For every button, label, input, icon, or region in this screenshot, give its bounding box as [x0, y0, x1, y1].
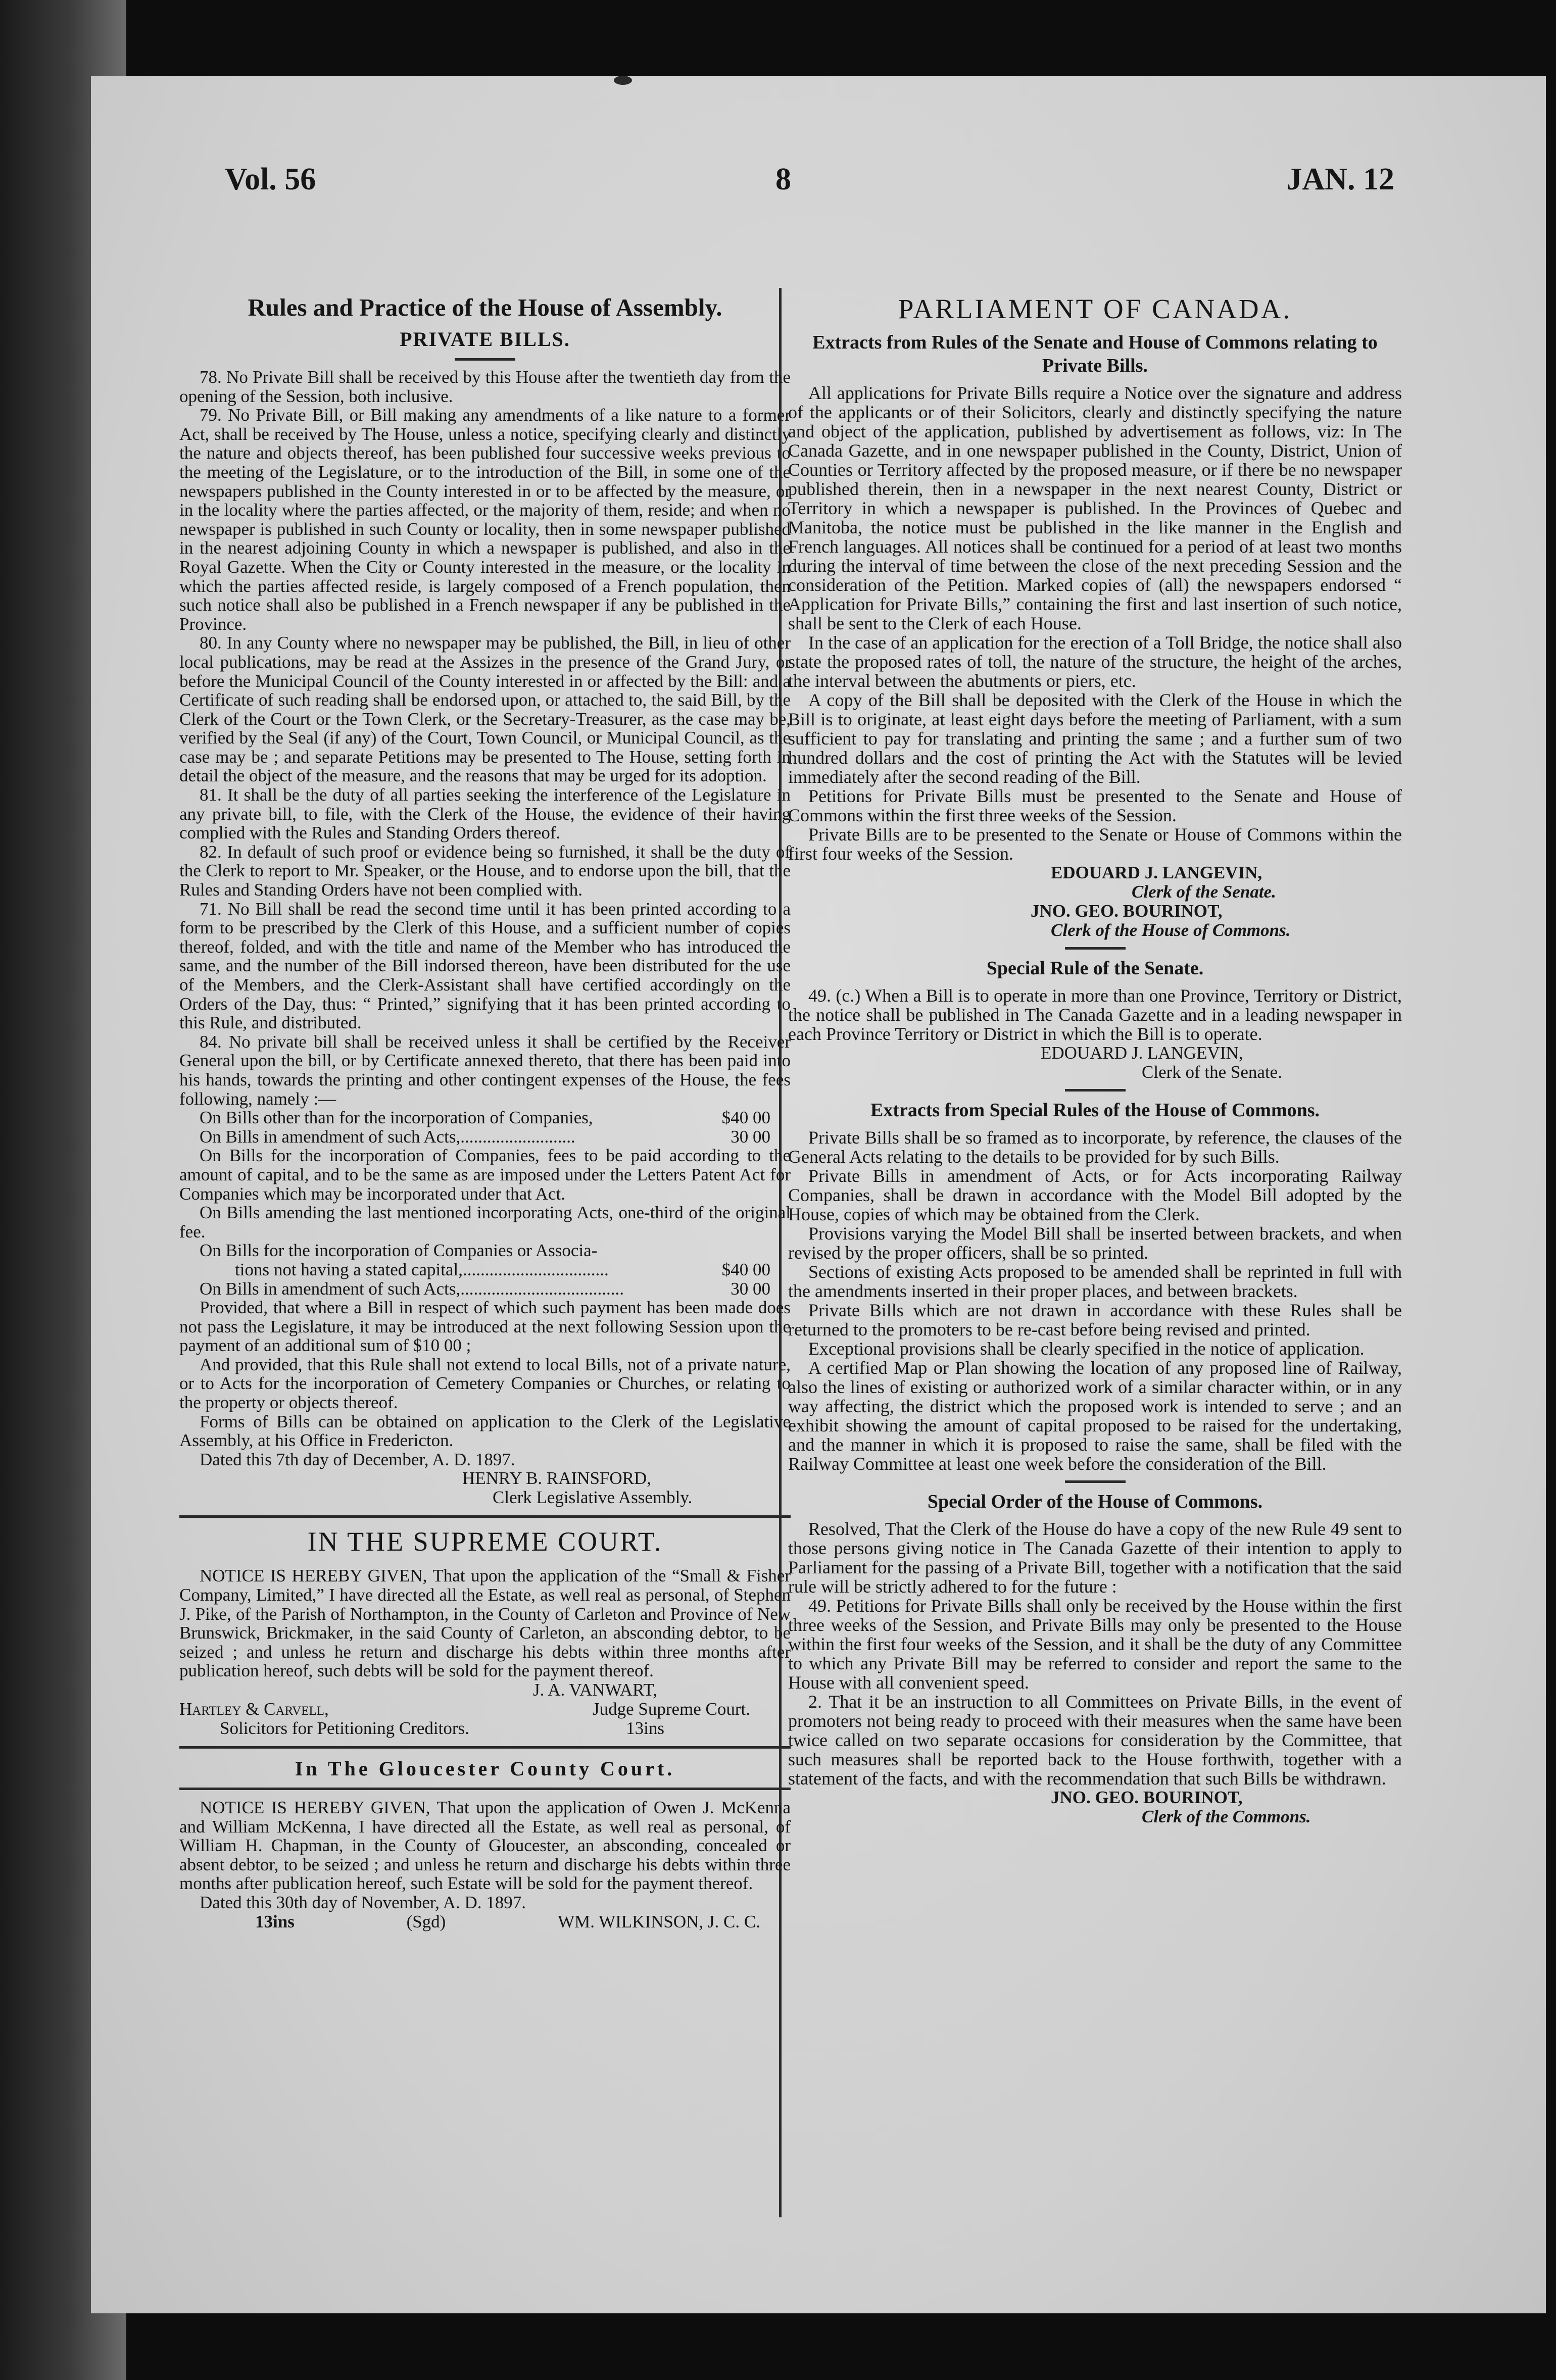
law-firm: Hartley & Carvell,: [179, 1699, 329, 1719]
dated-line: Dated this 7th day of December, A. D. 1897.: [200, 1449, 515, 1469]
commons-rule: Private Bills shall be so framed as to incorporate, by reference, the clauses of the General Acts relating to the details to be provided for by such Bills.: [788, 1127, 1402, 1167]
fee-line: [179, 1279, 791, 1299]
short-rule: [1065, 947, 1126, 950]
short-rule: [1065, 1480, 1126, 1483]
presentation-paragraph: Private Bills are to be presented to the Senate or House of Commons within the first four weeks of the Session.: [788, 824, 1402, 864]
applications-paragraph: All applications for Private Bills require a Notice over the signature and address of the applicants or of their Solicitors, clearly and distinctly specifying the nature and object of the application, published by advertisement as follows, viz: In The Canada Gazette, and in one newspaper published in the County, District, Union of Counties or Territory affected by the proposed measure, or if there be no newspaper published therein, then in a newspaper in the next nearest County, District or Territory in which a newspaper is published. In the Provinces of Quebec and Manitoba, the notice must be published in the like manner in the English and French languages. All notices shall be continued for a period of at least two months during the interval of time between the close of the next preceding Session and the consideration of the Petition. Marked copies of (all) the newspapers endorsed “ Application for Private Bills,” containing the first and last insertion of such notice, shall be sent to the Clerk of each House.: [788, 383, 1402, 633]
rule-82: 82. In default of such proof or evidence being so furnished, it shall be the duty of the Clerk to report to Mr. Speaker, or the House, and to endorse upon the bill, that the Rules and Standing Orders have not been complied with.: [179, 841, 791, 900]
commons-rule: Provisions varying the Model Bill shall be inserted between brackets, and when revised by the proper officers, shall be so printed.: [788, 1223, 1402, 1263]
rule-71: 71. No Bill shall be read the second time until it has been printed according to a form to be prescribed by the Clerk of this House, and a sufficient number of copies thereof, folded, and with the title and name of the Member who has introduced the same, and the number of the Bill indorsed thereon, have been distributed for the use of the Members, and the Clerk-Assistant shall have certified accordingly on the Orders of the Day, thus: “ Printed,” signifying that it has been printed according to this Rule, and distributed.: [179, 899, 791, 1033]
judge-name: J. A. VANWART,: [533, 1680, 657, 1700]
supreme-court-notice: NOTICE IS HEREBY GIVEN, That upon the application of the “Small & Fisher Company, Limited,” I have directed all the Estate, as well real as personal, of Stephen J. Pike, of the Parish of Northampton, in the County of Carleton and Province of New Brunswick, Brickmaker, in the said County of Carleton, an absconding debtor, to be seized ; and unless he return and discharge his debts within three months after publication hereof, such debts will be sold for the payment thereof.: [179, 1566, 791, 1681]
signature-title: Clerk of the Commons.: [1142, 1807, 1311, 1826]
senate-rule-title: Special Rule of the Senate.: [986, 958, 1204, 979]
signature-row: [179, 1912, 791, 1931]
judge-title: Judge Supreme Court.: [592, 1699, 750, 1719]
left-column: [179, 293, 791, 1931]
right-column: [788, 293, 1402, 1826]
fee-text: On Bills in amendment of such Acts,..........................: [200, 1126, 575, 1147]
parliament-title: PARLIAMENT OF CANADA.: [898, 293, 1292, 324]
fee-line: [179, 1108, 791, 1127]
special-order-title: Special Order of the House of Commons.: [927, 1491, 1263, 1512]
signature-name: JNO. GEO. BOURINOT,: [1051, 1788, 1243, 1807]
assembly-rules-title: Rules and Practice of the House of Assembly.: [248, 293, 722, 321]
short-rule: [455, 358, 515, 361]
signature-row: [179, 1719, 791, 1738]
fee-line: [179, 1260, 791, 1279]
dated-line: Dated this 30th day of November, A. D. 1897.: [200, 1892, 526, 1912]
petitions-paragraph: Petitions for Private Bills must be presented to the Senate and House of Commons within the first three weeks of the Session.: [788, 786, 1402, 825]
fee-text: tions not having a stated capital,.................................: [235, 1259, 609, 1279]
rule-78: 78. No Private Bill shall be received by this House after the twentieth day from the opening of the Session, both inclusive.: [179, 367, 791, 406]
rule-84: 84. No private bill shall be received unless it shall be certified by the Receiver General upon the bill, or by Certificate annexed thereto, that there has been paid into his hands, towards the printing and other contingent expenses of the House, the fees following, namely :—: [179, 1031, 791, 1109]
rule-79: 79. No Private Bill, or Bill making any amendments of a like nature to a former Act, shall be received by The House, unless a notice, specifying clearly and distinctly the nature and objects thereof, has been published four successive weeks previous to the meeting of the Legislature, or to the introduction of the Bill, in some one of the newspapers published in the County interested in or to be affected by the measure, or in the locality where the parties affected, or the majority of them, reside; and when no newspaper is published in such County or locality, then in some newspaper published in the nearest adjoining County in which a newspaper is published, and also in the Royal Gazette. When the City or County interested in the measure, or the locality in which the parties affected reside, is largely composed of a French population, then such notice shall also be published in a French newspaper if any be published in the Province.: [179, 405, 791, 634]
solicitors-line: Solicitors for Petitioning Creditors.: [220, 1718, 469, 1738]
ink-blot: [614, 76, 632, 85]
signature-title: Clerk Legislative Assembly.: [493, 1488, 693, 1508]
deposit-paragraph: A copy of the Bill shall be deposited with the Clerk of the House in which the Bill is to originate, at least eight days before the meeting of Parliament, with a sum sufficient to pay for translating and printing the same ; and a further sum of two hundred dollars and the cost of printing the Act with the Statutes will be levied immediately after the second reading of the Bill.: [788, 690, 1402, 787]
proviso-paragraph: Provided, that where a Bill in respect of which such payment has been made does not pass the Legislature, it may be introduced at the next following Session upon the payment of an additional sum of $10 00 ;: [179, 1298, 791, 1356]
toll-bridge-paragraph: In the case of an application for the erection of a Toll Bridge, the notice shall also state the proposed rates of toll, the nature of the structure, the height of the arches, the interval between the abutments or piers, etc.: [788, 632, 1402, 691]
proviso-paragraph: And provided, that this Rule shall not extend to local Bills, not of a private nature, or to Acts for the incorporation of Cemetery Companies or Churches, or relating to the property or objects thereof.: [179, 1354, 791, 1413]
signature-title: Clerk of the Senate.: [1132, 882, 1276, 902]
section-rule: [179, 1746, 791, 1749]
section-rule: [179, 1788, 791, 1790]
gloucester-notice: NOTICE IS HEREBY GIVEN, That upon the application of Owen J. McKenna and William McKenna, I have directed all the Estate, as well real as personal, of William H. Chapman, in the County of Gloucester, an absconding, concealed or absent debtor, to be seized ; and unless he return and discharge his debts within three months after publication hereof, such Estate will be sold for the payment thereof.: [179, 1798, 791, 1894]
rule-81: 81. It shall be the duty of all parties seeking the interference of the Legislature in any private bill, to file, with the Clerk of the House, the evidence of their having complied with the Rules and Standing Orders thereof.: [179, 785, 791, 843]
signature-row: [179, 1700, 791, 1719]
forms-paragraph: Forms of Bills can be obtained on application to the Clerk of the Legislative Assembly, at his Office in Fredericton.: [179, 1411, 791, 1451]
fee-text: On Bills other than for the incorporation of Companies,: [200, 1108, 593, 1128]
short-rule: [1065, 1089, 1126, 1092]
rule-80: 80. In any County where no newspaper may be published, the Bill, in lieu of other local publications, may be read at the Assizes in the presence of the Grand Jury, or before the Municipal Council of the County interested in or affected by the Bill: and a Certificate of such reading shall be endorsed upon, or attached to, the said Bill, by the Clerk of the Court or the Town Clerk, or the Secretary-Treasurer, as the case may be, verified by the Seal (if any) of the Court, Town Council, or Municipal Council, as the case may be ; and separate Petitions may be presented to The House, setting forth in detail the object of the measure, and the reasons that may be urged for its adoption.: [179, 633, 791, 786]
signature-title: Clerk of the House of Commons.: [1051, 920, 1291, 940]
instruction-paragraph: 2. That it be an instruction to all Committees on Private Bills, in the event of promoters not being ready to proceed with their measures when the same have been twice called on two separate occasions for consideration by the Committee, that such measures shall be reported back to the House forthwith, together with a statement of the facts, and with the recommendation that such Bills be withdrawn.: [788, 1692, 1402, 1789]
fee-line: [179, 1127, 791, 1147]
resolution-paragraph: Resolved, That the Clerk of the House do have a copy of the new Rule 49 sent to those persons giving notice in The Canada Gazette of their intention to apply to Parliament for the passing of a Private Bill, together with a notification that the said rule will be strictly adhered to for the future :: [788, 1519, 1402, 1597]
issue-date: JAN. 12: [1286, 162, 1394, 196]
fee-amount: 30 00: [731, 1278, 770, 1299]
section-rule: [179, 1515, 791, 1518]
signature-name: JNO. GEO. BOURINOT,: [1031, 901, 1223, 921]
insertions-count: 13ins: [255, 1911, 295, 1931]
commons-rule: Exceptional provisions shall be clearly specified in the notice of application.: [808, 1338, 1365, 1359]
fee-text: On Bills in amendment of such Acts,.....................................: [200, 1278, 624, 1299]
newspaper-page: [91, 76, 1546, 2313]
gloucester-court-title: In The Gloucester County Court.: [295, 1757, 675, 1780]
volume-label: Vol. 56: [225, 162, 316, 196]
supreme-court-title: IN THE SUPREME COURT.: [307, 1526, 663, 1557]
commons-rule: A certified Map or Plan showing the location of any proposed line of Railway, also the lines of existing or authorized work of a similar character within, or in any way affecting, the district which the proposed work is intended to serve ; and an exhibit showing the amount of capital proposed to be raised for the undertaking, and the manner in which it is proposed to raise the same, shall be filed with the Railway Committee at least one week before the consideration of the Bill.: [788, 1358, 1402, 1474]
fee-amount: $40 00: [721, 1108, 770, 1128]
page-number: 8: [775, 162, 791, 196]
fee-paragraph: On Bills amending the last mentioned incorporating Acts, one-third of the original fee.: [179, 1203, 791, 1242]
signed-mark: (Sgd): [406, 1911, 446, 1931]
signature-name: HENRY B. RAINSFORD,: [462, 1468, 652, 1489]
commons-rules-title: Extracts from Special Rules of the House of Commons.: [870, 1100, 1320, 1121]
private-bills-subtitle: PRIVATE BILLS.: [400, 328, 570, 351]
fee-paragraph: On Bills for the incorporation of Companies or Associa-: [200, 1241, 598, 1261]
fee-amount: $40 00: [721, 1259, 770, 1279]
commons-rule: Sections of existing Acts proposed to be amended shall be reprinted in full with the amendments inserted in their proper places, and between brackets.: [788, 1262, 1402, 1301]
rule-49-paragraph: 49. Petitions for Private Bills shall only be received by the House within the first three weeks of the Session, and Private Bills may only be presented to the House within the first four weeks of the Session, and it shall be the duty of any Committee to which any Private Bill may be referred to consider and report the same to the House with all convenient speed.: [788, 1596, 1402, 1693]
senate-rule-text: 49. (c.) When a Bill is to operate in more than one Province, Territory or District, the notice shall be published in The Canada Gazette and in a leading newspaper in each Province Territory or District in which the Bill is to operate.: [788, 985, 1402, 1044]
signature-name: EDOUARD J. LANGEVIN,: [1041, 1043, 1243, 1063]
fee-amount: 30 00: [731, 1126, 770, 1147]
commons-rule: Private Bills in amendment of Acts, or for Acts incorporating Railway Companies, shall be drawn in accordance with the Model Bill adopted by the House, copies of which may be obtained from the Clerk.: [788, 1166, 1402, 1224]
page-header: [91, 162, 1546, 217]
extracts-title: Extracts from Rules of the Senate and House of Commons relating to Private Bills.: [812, 332, 1378, 376]
signature-title: Clerk of the Senate.: [1142, 1062, 1282, 1082]
signature-name: EDOUARD J. LANGEVIN,: [1051, 863, 1262, 882]
fee-paragraph: On Bills for the incorporation of Companies, fees to be paid according to the amount of capital, and to be the same as are imposed under the Letters Patent Act for Companies which may be incorporated under that Act.: [179, 1146, 791, 1204]
gloucester-signer: WM. WILKINSON, J. C. C.: [558, 1911, 760, 1931]
commons-rule: Private Bills which are not drawn in accordance with these Rules shall be returned to the promoters to be re-cast before being revised and printed.: [788, 1300, 1402, 1340]
insertions-count: 13ins: [626, 1718, 664, 1738]
